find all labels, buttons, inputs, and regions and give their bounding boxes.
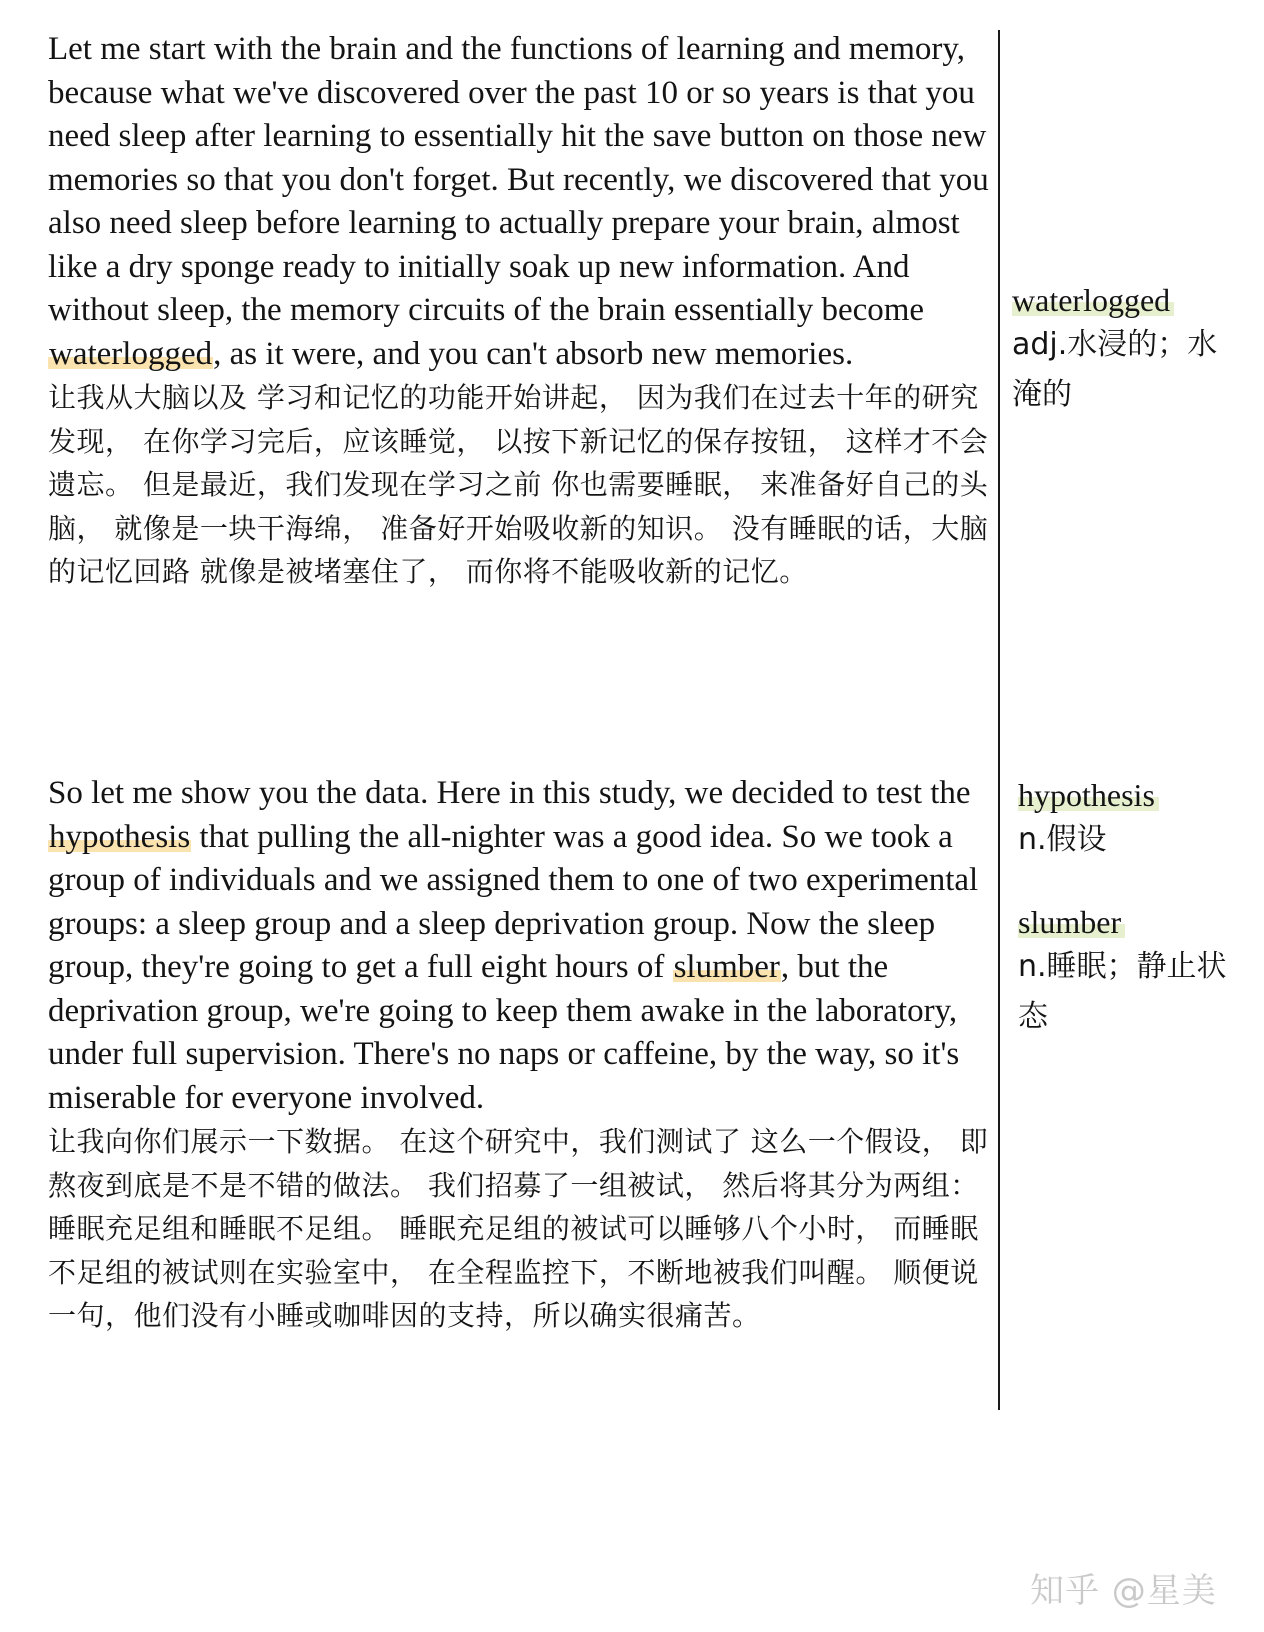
glossary-word: waterlogged xyxy=(1012,280,1174,320)
glossary-word: slumber xyxy=(1018,902,1125,942)
highlighted-word-slumber: slumber xyxy=(673,949,780,985)
glossary-entry-waterlogged xyxy=(1012,280,1242,420)
glossary-entry-hypothesis xyxy=(1018,775,1248,865)
chinese-translation-1: 让我从大脑以及 学习和记忆的功能开始讲起， 因为我们在过去十年的研究发现， 在你学习完后，应该睡觉， 以按下新记忆的保存按钮， 这样才不会遗忘。 但是最近，我们发现在学习之前 你也需要睡眠， 来准备好自己的头脑， 就像是一块干海绵， 准备好开始吸收新的知识。 没有睡眠的话，大脑的记忆回路 就像是被堵塞住了， 而你将不能吸收新的记忆。 xyxy=(48,381,989,588)
paragraph-1 xyxy=(48,28,998,594)
glossary-definition: n.睡眠；静止状态 xyxy=(1018,949,1227,1034)
highlighted-word-hypothesis: hypothesis xyxy=(49,818,191,855)
watermark: 知乎 @星美 xyxy=(1030,1571,1217,1611)
highlighted-word-waterlogged: waterlogged xyxy=(49,335,213,372)
english-text-1: Let me start with the brain and the functions of learning and memory, because what we've discovered over the past 10 or so years is that you need sleep after learning to essentially hit the save button on those new memories so that you don't forget. But recently, we discovered that you also need sleep before learning to actually prepare your brain, almost like a dry sponge ready to initially soak up new information. And without sleep, the memory circuits of the brain essentially become waterlogged, as it were, and you can't absorb new memories. xyxy=(48,31,989,372)
paragraph-2 xyxy=(48,772,998,1338)
english-text-2: So let me show you the data. Here in this study, we decided to test the hypothesis that pulling the all-nighter was a good idea. So we took a group of individuals and we assigned them to one of two experimental groups: a sleep group and a sleep deprivation group. Now the sleep group, they're going to get a full eight hours of slumber, but the deprivation group, we're going to keep them awake in the laboratory, under full supervision. There's no naps or caffeine, by the way, so it's miserable for everyone involved. xyxy=(48,775,979,1116)
glossary-entry-slumber xyxy=(1018,902,1248,1042)
vertical-divider xyxy=(998,30,1000,1410)
glossary-definition: n.假设 xyxy=(1018,822,1107,857)
glossary-word: hypothesis xyxy=(1018,775,1159,815)
chinese-translation-2: 让我向你们展示一下数据。 在这个研究中，我们测试了 这么一个假设， 即熬夜到底是不是不错的做法。 我们招募了一组被试， 然后将其分为两组： 睡眠充足组和睡眠不足组。 睡眠充足组的被试可以睡够八个小时， 而睡眠不足组的被试则在实验室中， 在全程监控下，不断地被我们叫醒。 顺便说一句，他们没有小睡或咖啡因的支持，所以确实很痛苦。 xyxy=(48,1125,989,1332)
glossary-definition: adj.水浸的；水淹的 xyxy=(1012,327,1218,412)
